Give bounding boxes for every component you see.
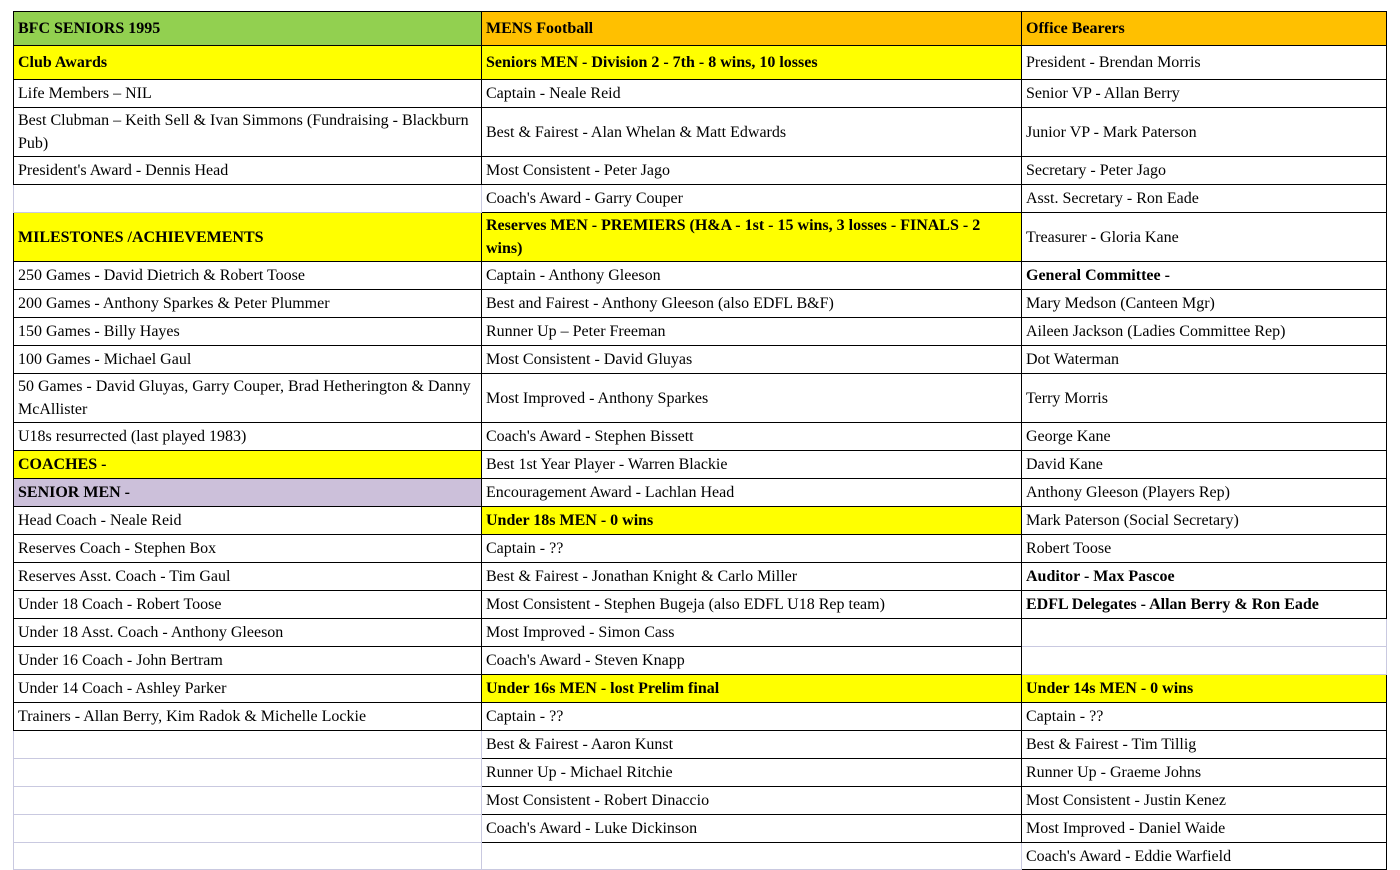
table-cell[interactable]: 50 Games - David Gluyas, Garry Couper, Brad Hetherington & Danny McAllister: [14, 374, 482, 423]
table-cell[interactable]: Head Coach - Neale Reid: [14, 507, 482, 535]
table-row: [14, 262, 1387, 290]
table-cell[interactable]: Captain - ??: [482, 703, 1022, 731]
section-header-under-18s[interactable]: Under 18s MEN - 0 wins: [482, 507, 1022, 535]
table-cell[interactable]: Senior VP - Allan Berry: [1022, 80, 1387, 108]
table-cell[interactable]: Coach's Award - Stephen Bissett: [482, 423, 1022, 451]
table-row: [14, 591, 1387, 619]
table-row: [14, 619, 1387, 647]
section-header-club-awards[interactable]: Club Awards: [14, 46, 482, 80]
table-cell[interactable]: Encouragement Award - Lachlan Head: [482, 479, 1022, 507]
table-row: [14, 185, 1387, 213]
table-cell[interactable]: David Kane: [1022, 451, 1387, 479]
table-cell[interactable]: Captain - ??: [1022, 703, 1387, 731]
table-cell[interactable]: Most Improved - Simon Cass: [482, 619, 1022, 647]
table-cell[interactable]: Captain - Anthony Gleeson: [482, 262, 1022, 290]
auditor-cell[interactable]: Auditor - Max Pascoe: [1022, 563, 1387, 591]
table-cell[interactable]: Best & Fairest - Jonathan Knight & Carlo Miller: [482, 563, 1022, 591]
table-cell[interactable]: Best Clubman – Keith Sell & Ivan Simmons (Fundraising - Blackburn Pub): [14, 108, 482, 157]
table-row: [14, 46, 1387, 80]
table-cell[interactable]: Terry Morris: [1022, 374, 1387, 423]
table-row: [14, 374, 1387, 423]
table-cell[interactable]: President - Brendan Morris: [1022, 46, 1387, 80]
table-cell[interactable]: Secretary - Peter Jago: [1022, 157, 1387, 185]
table-cell[interactable]: Coach's Award - Steven Knapp: [482, 647, 1022, 675]
table-cell[interactable]: Captain - ??: [482, 535, 1022, 563]
table-cell[interactable]: Dot Waterman: [1022, 346, 1387, 374]
table-cell[interactable]: Most Consistent - David Gluyas: [482, 346, 1022, 374]
table-cell[interactable]: Runner Up - Michael Ritchie: [482, 759, 1022, 787]
table-row: [14, 703, 1387, 731]
section-header-reserves-men[interactable]: Reserves MEN - PREMIERS (H&A - 1st - 15 wins, 3 losses - FINALS - 2 wins): [482, 213, 1022, 262]
table-cell[interactable]: Coach's Award - Luke Dickinson: [482, 815, 1022, 843]
section-header-coaches[interactable]: COACHES -: [14, 451, 482, 479]
edfl-delegates-cell[interactable]: EDFL Delegates - Allan Berry & Ron Eade: [1022, 591, 1387, 619]
table-cell[interactable]: Under 14 Coach - Ashley Parker: [14, 675, 482, 703]
empty-cell[interactable]: [1022, 647, 1387, 675]
table-cell[interactable]: Captain - Neale Reid: [482, 80, 1022, 108]
empty-cell[interactable]: [14, 815, 482, 843]
empty-cell[interactable]: [14, 731, 482, 759]
table-cell[interactable]: Asst. Secretary - Ron Eade: [1022, 185, 1387, 213]
empty-cell[interactable]: [1022, 619, 1387, 647]
section-header-under-16s[interactable]: Under 16s MEN - lost Prelim final: [482, 675, 1022, 703]
table-cell[interactable]: Best & Fairest - Alan Whelan & Matt Edwards: [482, 108, 1022, 157]
table-row: [14, 290, 1387, 318]
table-cell[interactable]: Life Members – NIL: [14, 80, 482, 108]
table-cell[interactable]: Runner Up - Graeme Johns: [1022, 759, 1387, 787]
table-cell[interactable]: Runner Up – Peter Freeman: [482, 318, 1022, 346]
table-cell[interactable]: Best and Fairest - Anthony Gleeson (also EDFL B&F): [482, 290, 1022, 318]
section-header-seniors-men[interactable]: Seniors MEN - Division 2 - 7th - 8 wins, 10 losses: [482, 46, 1022, 80]
table-cell[interactable]: Most Consistent - Peter Jago: [482, 157, 1022, 185]
table-cell[interactable]: Under 18 Asst. Coach - Anthony Gleeson: [14, 619, 482, 647]
table-cell[interactable]: Mark Paterson (Social Secretary): [1022, 507, 1387, 535]
header-row: [14, 12, 1387, 46]
table-cell[interactable]: Coach's Award - Eddie Warfield: [1022, 843, 1387, 870]
table-cell[interactable]: Most Improved - Anthony Sparkes: [482, 374, 1022, 423]
table-cell[interactable]: Reserves Coach - Stephen Box: [14, 535, 482, 563]
empty-cell[interactable]: [14, 843, 482, 870]
empty-cell[interactable]: [482, 843, 1022, 870]
table-cell[interactable]: George Kane: [1022, 423, 1387, 451]
section-header-milestones[interactable]: MILESTONES /ACHIEVEMENTS: [14, 213, 482, 262]
header-cell-bfc-seniors[interactable]: BFC SENIORS 1995: [14, 12, 482, 46]
table-row: [14, 507, 1387, 535]
table-row: [14, 563, 1387, 591]
table-cell[interactable]: President's Award - Dennis Head: [14, 157, 482, 185]
table-row: [14, 318, 1387, 346]
table-row: [14, 759, 1387, 787]
table-cell[interactable]: Trainers - Allan Berry, Kim Radok & Michelle Lockie: [14, 703, 482, 731]
table-row: [14, 451, 1387, 479]
header-cell-office-bearers[interactable]: Office Bearers: [1022, 12, 1387, 46]
table-cell[interactable]: 150 Games - Billy Hayes: [14, 318, 482, 346]
table-row: [14, 731, 1387, 759]
table-cell[interactable]: Under 16 Coach - John Bertram: [14, 647, 482, 675]
table-row: [14, 108, 1387, 157]
table-cell[interactable]: Reserves Asst. Coach - Tim Gaul: [14, 563, 482, 591]
table-row: [14, 675, 1387, 703]
table-row: [14, 213, 1387, 262]
table-cell[interactable]: 250 Games - David Dietrich & Robert Toose: [14, 262, 482, 290]
empty-cell[interactable]: [14, 185, 482, 213]
table-row: [14, 157, 1387, 185]
empty-cell[interactable]: [14, 787, 482, 815]
table-cell[interactable]: Most Consistent - Justin Kenez: [1022, 787, 1387, 815]
table-cell[interactable]: U18s resurrected (last played 1983): [14, 423, 482, 451]
table-cell[interactable]: Treasurer - Gloria Kane: [1022, 213, 1387, 262]
table-cell[interactable]: Most Improved - Daniel Waide: [1022, 815, 1387, 843]
empty-cell[interactable]: [14, 759, 482, 787]
table-row: [14, 843, 1387, 870]
table-cell[interactable]: Aileen Jackson (Ladies Committee Rep): [1022, 318, 1387, 346]
table-cell[interactable]: Best & Fairest - Aaron Kunst: [482, 731, 1022, 759]
table-row: [14, 346, 1387, 374]
section-header-senior-men[interactable]: SENIOR MEN -: [14, 479, 482, 507]
table-cell[interactable]: Most Consistent - Robert Dinaccio: [482, 787, 1022, 815]
table-row: [14, 423, 1387, 451]
table-cell[interactable]: Mary Medson (Canteen Mgr): [1022, 290, 1387, 318]
header-cell-mens-football[interactable]: MENS Football: [482, 12, 1022, 46]
table-cell[interactable]: Robert Toose: [1022, 535, 1387, 563]
table-row: [14, 535, 1387, 563]
table-cell[interactable]: Under 18 Coach - Robert Toose: [14, 591, 482, 619]
table-row: [14, 647, 1387, 675]
table-cell[interactable]: 200 Games - Anthony Sparkes & Peter Plummer: [14, 290, 482, 318]
table-cell[interactable]: Best & Fairest - Tim Tillig: [1022, 731, 1387, 759]
table-row: [14, 479, 1387, 507]
table-cell[interactable]: Best 1st Year Player - Warren Blackie: [482, 451, 1022, 479]
section-header-under-14s[interactable]: Under 14s MEN - 0 wins: [1022, 675, 1387, 703]
table-cell[interactable]: Most Consistent - Stephen Bugeja (also EDFL U18 Rep team): [482, 591, 1022, 619]
table-row: [14, 787, 1387, 815]
awards-spreadsheet: [13, 11, 1387, 870]
table-row: [14, 80, 1387, 108]
table-cell[interactable]: Junior VP - Mark Paterson: [1022, 108, 1387, 157]
table-cell[interactable]: Coach's Award - Garry Couper: [482, 185, 1022, 213]
table-cell[interactable]: Anthony Gleeson (Players Rep): [1022, 479, 1387, 507]
table-row: [14, 815, 1387, 843]
general-committee-label[interactable]: General Committee -: [1022, 262, 1387, 290]
table-cell[interactable]: 100 Games - Michael Gaul: [14, 346, 482, 374]
